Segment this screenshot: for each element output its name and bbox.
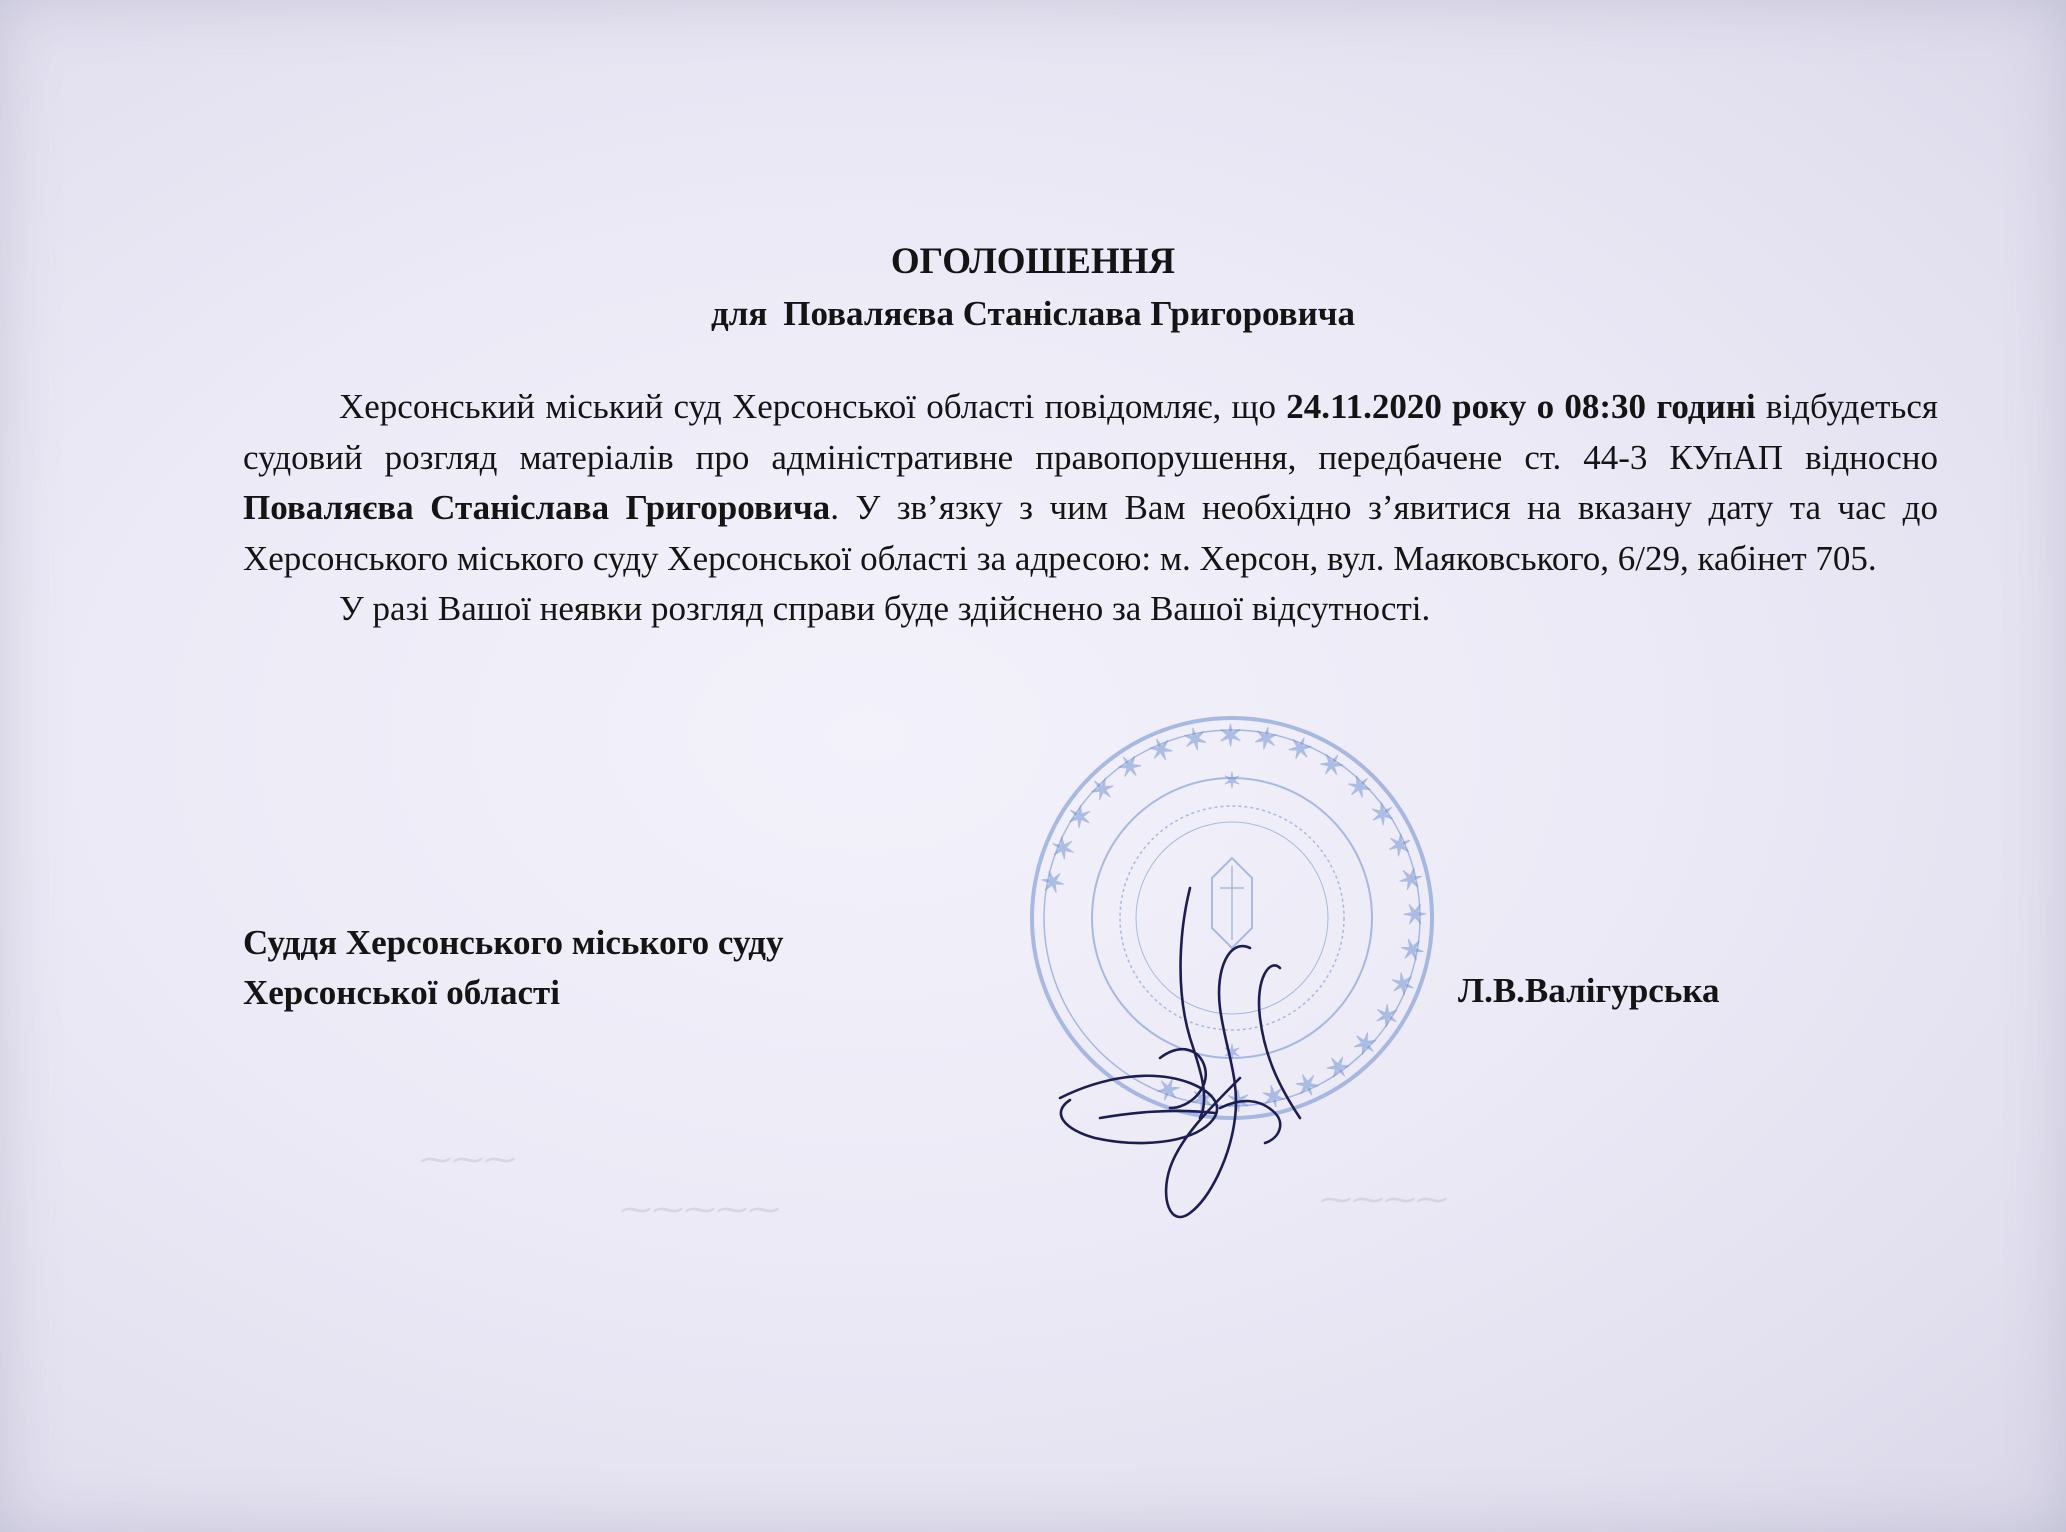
hearing-datetime: 24.11.2020 року о 08:30 годині: [1286, 387, 1756, 426]
body-text-segment: Херсонський міський суд Херсонської області повідомляє, що: [339, 387, 1287, 426]
subtitle-prefix: для: [711, 294, 768, 333]
svg-text:✶ ✶ ✶ ✶ ✶ ✶ ✶ ✶ ✶ ✶ ✶ ✶ ✶ ✶ ✶: ✶ ✶ ✶ ✶ ✶ ✶ ✶ ✶ ✶ ✶ ✶ ✶ ✶ ✶ ✶ ✶ ✶ ✶ ✶ ✶ ✶ ✶ ✶ ✶ ✶ ✶: [1035, 719, 1431, 1117]
signer-position-line-2: Херсонської області: [243, 973, 560, 1012]
signer-position-line-1: Суддя Херсонського міського суду: [243, 923, 784, 962]
signer-position: [243, 918, 783, 1018]
body-paragraph-1: [243, 382, 1938, 584]
notice-subtitle: [0, 290, 2066, 338]
subtitle-name: Поваляєва Станіслава Григоровича: [783, 294, 1355, 333]
notice-body: [243, 382, 1938, 635]
bleed-through-mark: ⁓⁓⁓⁓: [1320, 1181, 1448, 1217]
signer-name: Л.В.Валігурська: [1458, 971, 1720, 1010]
svg-text:✶: ✶: [1222, 768, 1242, 793]
bleed-through-mark: ⁓⁓⁓⁓⁓: [620, 1191, 780, 1227]
defendant-name: Поваляєва Станіслава Григоровича: [243, 488, 831, 527]
handwritten-signature: [1040, 868, 1340, 1248]
notice-title: ОГОЛОШЕННЯ: [890, 241, 1176, 282]
svg-text:✶: ✶: [1222, 1040, 1242, 1065]
body-text-segment: . У зв’язку з чим Вам необхідно з’явитися на вказану дату та час до Херсонського міського суду Херсонської області за адресою: м. Херсон, вул. Маяковського, 6/29, кабінет 705.: [243, 488, 1938, 578]
body-paragraph-2: У разі Вашої неявки розгляд справи буде здійснено за Вашої відсутності.: [339, 589, 1431, 628]
body-text-segment: відбудеться судовий розгляд матеріалів про адміністративне правопорушення, передбачене ст. 44-3 КУпАП відносно: [243, 387, 1938, 477]
bleed-through-mark: ⁓⁓⁓: [420, 1141, 516, 1177]
